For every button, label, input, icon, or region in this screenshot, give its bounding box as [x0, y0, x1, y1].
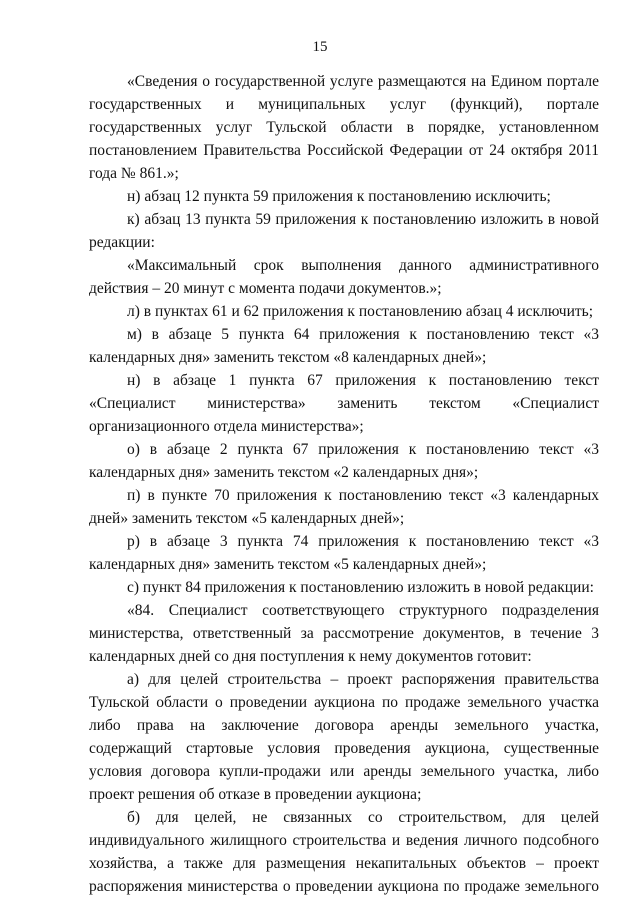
- paragraph-item-n-59-12: н) абзац 12 пункта 59 приложения к постановлению исключить;: [127, 188, 551, 205]
- paragraph-max-term: «Максимальный срок выполнения данного административного действия – 20 минут с момента подачи документов.»;: [89, 257, 599, 297]
- paragraph-item-s-84: с) пункт 84 приложения к постановлению изложить в новой редакции:: [127, 579, 594, 596]
- paragraph-portal-info: «Сведения о государственной услуге размещаются на Едином портале государственных и муниципальных услуг (функций), портале государственных услуг Тульской области в порядке, установленном постановлением Правительства Российской Федерации от 24 октября 2011 года № 861.»;: [89, 73, 599, 182]
- paragraph-item-r-74: р) в абзаце 3 пункта 74 приложения к постановлению текст «3 календарных дня» заменить текстом «5 календарных дней»;: [89, 533, 599, 573]
- paragraph-84-a: а) для целей строительства – проект распоряжения правительства Тульской области о проведении аукциона по продаже земельного участка либо права на заключение договора аренды земельного участка, содержащий стартовые условия проведения аукциона, существенные условия договора купли-продажи или аренды земельного участка, либо проект решения об отказе в проведении аукциона;: [89, 671, 599, 803]
- paragraph-84-b: б) для целей, не связанных со строительством, для целей индивидуального жилищного строительства и ведения личного подсобного хозяйства, а также для размещения некапитальных объектов – проект распоряжения министерства о проведении аукциона по продаже земельного: [89, 809, 599, 895]
- paragraph-item-o-67-2: о) в абзаце 2 пункта 67 приложения к постановлению текст «3 календарных дня» заменить текстом «2 календарных дня»;: [89, 441, 599, 481]
- paragraph-item-n-67-1: н) в абзаце 1 пункта 67 приложения к постановлению текст «Специалист министерства» заменить текстом «Специалист организационного отдела министерства»;: [89, 372, 599, 435]
- page-number: 15: [312, 39, 328, 55]
- paragraph-item-k-59-13: к) абзац 13 пункта 59 приложения к постановлению изложить в новой редакции:: [89, 211, 599, 251]
- paragraph-item-p-70: п) в пункте 70 приложения к постановлению текст «3 календарных дней» заменить текстом «5 календарных дней»;: [89, 487, 599, 527]
- paragraph-item-m-64: м) в абзаце 5 пункта 64 приложения к постановлению текст «3 календарных дня» заменить текстом «8 календарных дней»;: [89, 326, 599, 366]
- paragraph-84-specialist: «84. Специалист соответствующего структурного подразделения министерства, ответственный за рассмотрение документов, в течение 3 календарных дней со дня поступления к нему документов готовит:: [89, 602, 599, 665]
- paragraph-item-l-61-62: л) в пунктах 61 и 62 приложения к постановлению абзац 4 исключить;: [127, 303, 594, 320]
- document-body: [89, 70, 599, 898]
